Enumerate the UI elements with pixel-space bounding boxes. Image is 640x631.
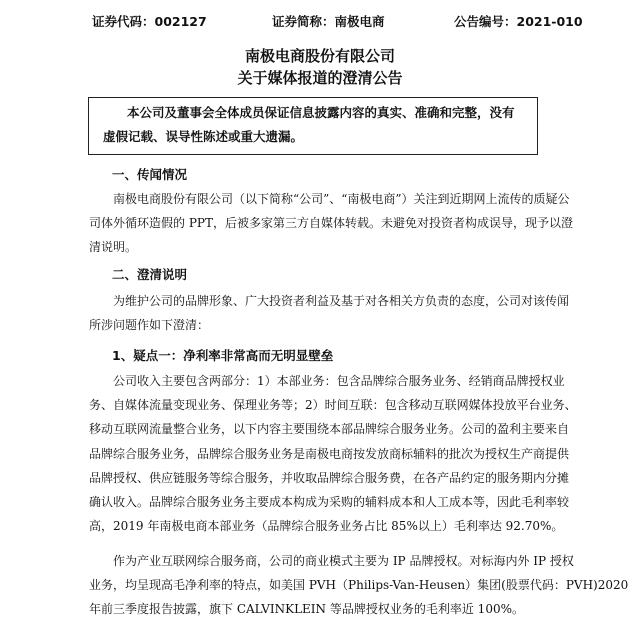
company-name-title: 南极电商股份有限公司: [244, 47, 395, 65]
paragraph-line: 品牌综合服务业务，品牌综合服务业务是南极电商按发放商标辅料的批次为授权生产商提供: [89, 446, 570, 461]
paragraph-line: 作为产业互联网综合服务商，公司的商业模式主要为 IP 品牌授权。对标海内外 IP 授权: [113, 554, 574, 568]
announcement-header: [0, 12, 640, 32]
paragraph-line: 务、自媒体流量变现业务、保理业务等；2）时间互联：包含移动互联网媒体投放平台业务、: [89, 398, 577, 413]
notice-line-1: 本公司及董事会全体成员保证信息披露内容的真实、准确和完整，没有: [127, 105, 515, 120]
paragraph-line: 确认收入。品牌综合服务业务主要成本构成为采购的辅料成本和人工成本等，因此毛利率较: [89, 495, 570, 510]
paragraph-line: 公司收入主要包含两部分：1）本部业务：包含品牌综合服务业务、经销商品牌授权业: [113, 374, 565, 388]
section1-paragraph: [89, 187, 573, 260]
notice-line-2: 虚假记载、误导性陈述或重大遗漏。: [103, 129, 304, 144]
paragraph-line: 为维护公司的品牌形象、广大投资者利益及基于对各相关方负责的态度，公司对该传闻: [113, 294, 570, 308]
doubt-one-heading: 1、疑点一：净利率非常高而无明显壁垒: [112, 348, 334, 363]
paragraph-line: 清说明。: [89, 240, 138, 255]
stock-code: 证券代码：002127: [92, 14, 207, 29]
revenue-paragraph: [89, 369, 577, 538]
paragraph-line: 年前三季度报告披露，旗下 CALVINKLEIN 等品牌授权业务的毛利率近 100%。: [89, 602, 524, 617]
paragraph-line: 移动互联网流量整合业务，以下内容主要围绕本部品牌综合服务业务。公司的盈利主要来自: [89, 422, 570, 437]
section1-heading: 一、传闻情况: [112, 167, 188, 182]
section2-intro-paragraph: [89, 289, 570, 337]
paragraph-line: 所涉问题作如下澄清：: [89, 318, 210, 333]
paragraph-line: 司体外循环造假的 PPT，后被多家第三方自媒体转载。未避免对投资者构成误导，现予以澄: [89, 216, 573, 231]
business-model-paragraph: [89, 549, 629, 622]
disclosure-notice-box: [88, 97, 538, 155]
document-title: 关于媒体报道的澄清公告: [237, 69, 403, 87]
paragraph-line: 品牌授权、供应链服务等综合服务，并收取品牌综合服务费，在各产品约定的服务期内分摊: [89, 470, 570, 485]
stock-short-name: 证券简称：南极电商: [272, 14, 385, 29]
paragraph-line: 业务，均呈现高毛净利率的特点，如美国 PVH（Philips-Van-Heusen）集团(股票代码：PVH)2020: [89, 578, 629, 593]
paragraph-line: 南极电商股份有限公司（以下简称“公司”、“南极电商”）关注到近期网上流传的质疑公: [113, 192, 570, 206]
announcement-number: 公告编号：2021-010: [454, 14, 583, 29]
paragraph-line: 高，2019 年南极电商本部业务（品牌综合服务业务占比 85%以上）毛利率达 92.70%。: [89, 519, 564, 534]
section2-heading: 二、澄清说明: [112, 267, 188, 282]
